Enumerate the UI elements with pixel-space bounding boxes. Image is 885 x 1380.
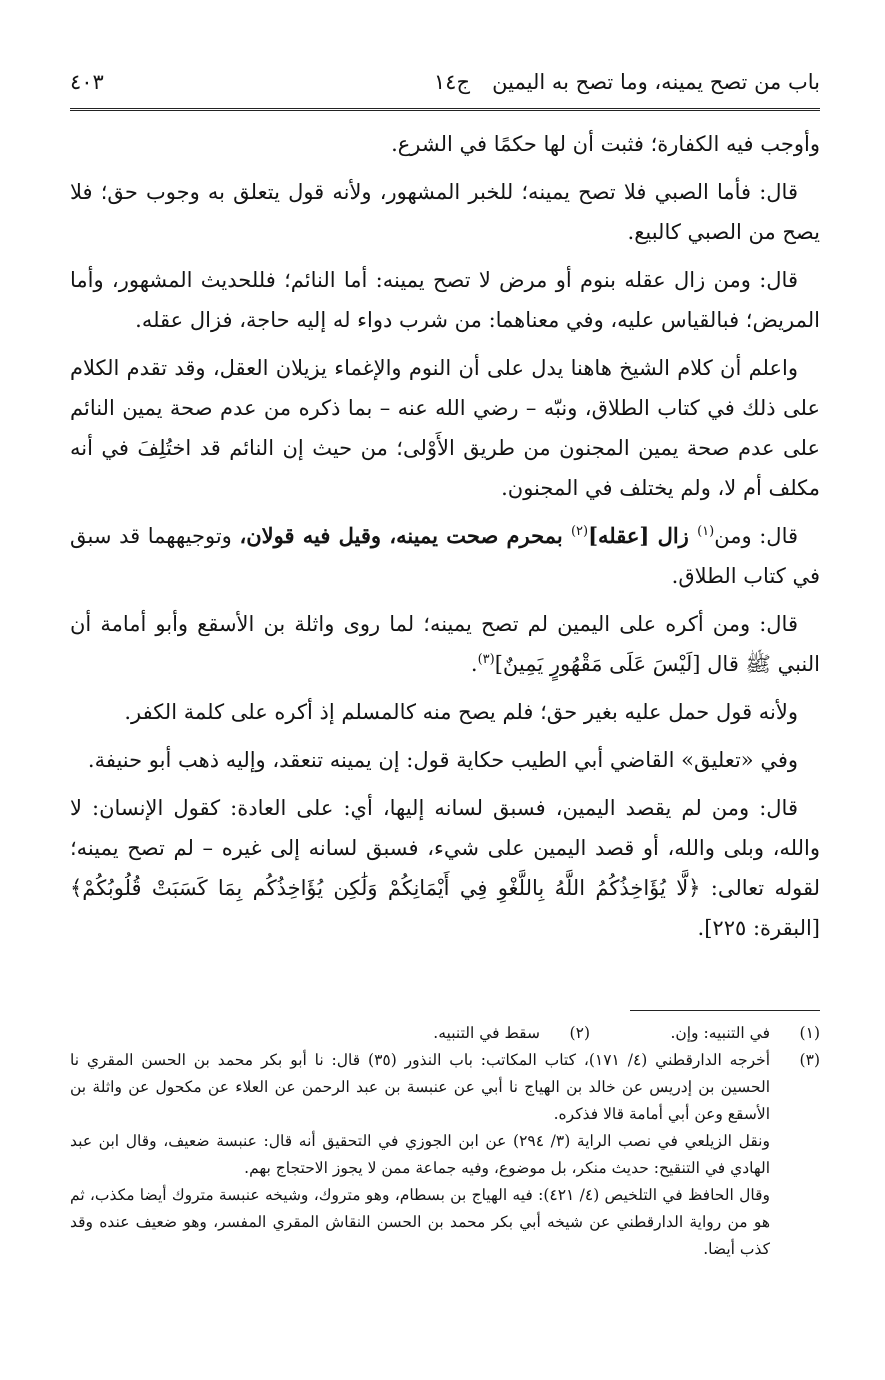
running-header [70, 60, 820, 100]
footnote-row [70, 1020, 820, 1047]
footnote-ref: (٢) [570, 524, 589, 539]
footnote-paragraph: ونقل الزيلعي في نصب الراية (٣/ ٢٩٤) عن ابن الجوزي في التحقيق أنه قال: عنبسة ضعيف، وقال ابن عبد الهادي في التنقيح: حديث منكر، بل موضوع، وفيه جماعة ممن لا يجوز الاحتجاج بهم. [70, 1132, 770, 1177]
footnote-paragraph: أخرجه الدارقطني (٤/ ١٧١)، كتاب المكاتب: باب النذور (٣٥) قال: نا أبو بكر محمد بن الحسن المقري نا الحسين بن إدريس عن خالد بن الهياج نا أبي عن عنبسة بن عبد الرحمن عن العلاء عن مكحول عن واثلة بن الأسقع وعن أبي أمامة قالا فذكره. [70, 1051, 771, 1123]
paragraph [70, 516, 820, 596]
footnote-ref: (١) [697, 524, 715, 539]
bold-run: زال [عقله] [588, 523, 698, 548]
footnote-body [70, 1047, 770, 1263]
paragraph [70, 604, 820, 684]
text-run: قال: ومن [714, 524, 799, 548]
page-number: ٤٠٣ [70, 70, 104, 94]
footnote-paragraph: وقال الحافظ في التلخيص (٤/ ٤٢١): فيه الهياج بن بسطام، وهو متروك، وشيخه عنبسة متروك أيضا مكذب، ثم هو من رواية الدارقطني عن شيخه أبي بكر محمد بن الحسن النقاش المقري المفسر، وهو ضعيف عنده وقد كذب أيضا. [70, 1186, 770, 1258]
footnote-number: (٢) [569, 1024, 590, 1042]
volume-number: ج١٤ [433, 70, 470, 94]
paragraph: وأوجب فيه الكفارة؛ فثبت أن لها حكمًا في الشرع. [391, 132, 820, 156]
footnote-number: (٣) [799, 1051, 820, 1069]
footnote-number: (١) [799, 1024, 820, 1042]
paragraph: ولأنه قول حمل عليه بغير حق؛ فلم يصح منه كالمسلم إذ أكره على كلمة الكفر. [124, 700, 798, 724]
paragraph: وفي «تعليق» القاضي أبي الطيب حكاية قول: إن يمينه تنعقد، وإليه ذهب أبو حنيفة. [87, 748, 798, 772]
footnote-ref: (٣) [477, 652, 495, 667]
main-text [70, 124, 820, 956]
footnote-text: سقط في التنبيه. [433, 1024, 540, 1042]
footnote-rule [630, 1010, 820, 1011]
paragraph: قال: فأما الصبي فلا تصح يمينه؛ للخبر المشهور، ولأنه قول يتعلق به وجوب حق؛ فلا يصح من الصبي كالبيع. [70, 180, 820, 244]
bold-run: بمحرم صحت يمينه، وقيل فيه قولان، [239, 523, 571, 548]
chapter-title: باب من تصح يمينه، وما تصح به اليمين [492, 70, 820, 94]
footnote-text: في التنبيه: وإن. [670, 1024, 770, 1042]
text-run: قال: ومن أكره على اليمين لم تصح يمينه؛ لما روى واثلة بن الأسقع وأبو أمامة أن النبي ﷺ قال [لَيْسَ عَلَى مَقْهُورٍ يَمِينٌ] [70, 612, 820, 676]
footnotes [70, 1020, 820, 1263]
paragraph: قال: ومن لم يقصد اليمين، فسبق لسانه إليها، أي: على العادة: كقول الإنسان: لا والله، وبلى والله، أو قصد اليمين على شيء، فسبق لسانه إلى غيره – لم تصح يمينه؛ لقوله تعالى: ﴿لَّا يُؤَاخِذُكُمُ اللَّهُ بِاللَّغْوِ فِي أَيْمَانِكُمْ وَلَٰكِن يُؤَاخِذُكُم بِمَا كَسَبَتْ قُلُوبُكُمْ﴾ [البقرة: ٢٢٥]. [70, 796, 820, 940]
text-run: . [470, 652, 478, 676]
header-rule [70, 108, 820, 114]
paragraph: قال: ومن زال عقله بنوم أو مرض لا تصح يمينه: أما النائم؛ فللحديث المشهور، وأما المريض؛ فبالقياس عليه، وفي معناهما: من شرب دواء له إليه حاجة، فزال عقله. [70, 268, 820, 332]
footnote-row [70, 1047, 820, 1263]
paragraph: واعلم أن كلام الشيخ هاهنا يدل على أن النوم والإغماء يزيلان العقل، وقد تقدم الكلام على ذلك في كتاب الطلاق، ونبّه – رضي الله عنه – بما ذكره من عدم صحة يمين النائم على عدم صحة يمين المجنون من طريق الأَوْلى؛ من حيث إن النائم قد اختُلِفَ في أنه مكلف أم لا، ولم يختلف في المجنون. [70, 356, 820, 500]
text-run: وتوجيههما قد سبق في كتاب الطلاق. [70, 524, 820, 588]
